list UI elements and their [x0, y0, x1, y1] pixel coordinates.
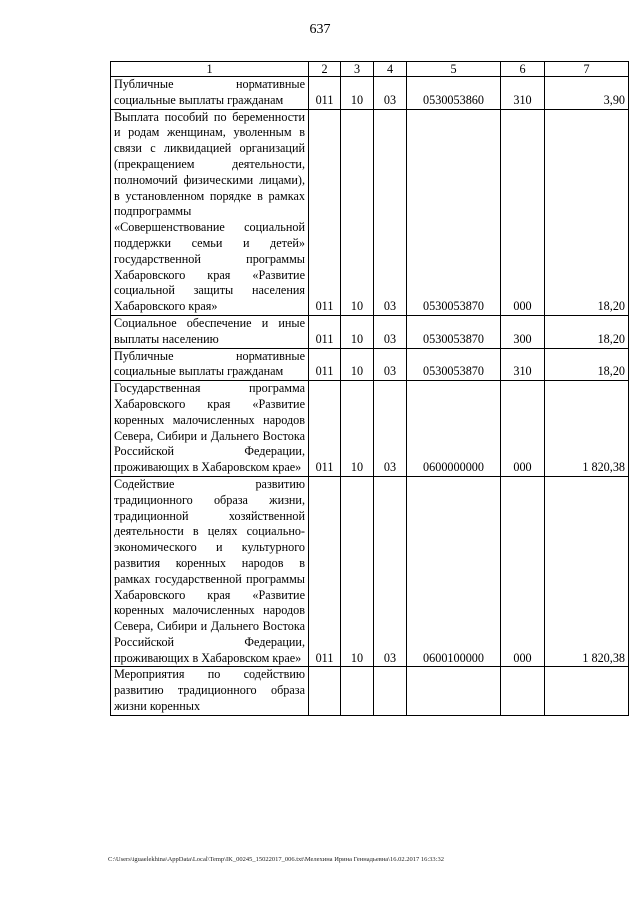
expense-type-cell: 310: [501, 77, 545, 110]
grbs-code-cell: 011: [309, 109, 341, 315]
column-header: 4: [374, 62, 407, 77]
table-row: [111, 667, 629, 715]
table-header-row: [111, 62, 629, 77]
target-article-cell: 0530053870: [407, 315, 501, 348]
amount-cell: 18,20: [545, 109, 629, 315]
target-article-cell: 0600000000: [407, 381, 501, 477]
amount-cell: 3,90: [545, 77, 629, 110]
table-row: [111, 77, 629, 110]
table-row: [111, 381, 629, 477]
subsection-code-cell: 03: [374, 381, 407, 477]
column-header: 3: [341, 62, 374, 77]
section-code-cell: 10: [341, 77, 374, 110]
grbs-code-cell: 011: [309, 348, 341, 381]
amount-cell: 1 820,38: [545, 381, 629, 477]
table-row: [111, 348, 629, 381]
target-article-cell: [407, 667, 501, 715]
subsection-code-cell: 03: [374, 109, 407, 315]
target-article-cell: 0530053860: [407, 77, 501, 110]
table-row: [111, 476, 629, 667]
row-name-cell: Выплата пособий по беременности и родам женщинам, уволенным в связи с ликвидацией организаций (прекращением деятельности, полномочий физическими лицами), в установленном порядке в рамках подпрограммы «Совершенствование социальной поддержки семьи и детей» государственной программы Хабаровского края «Развитие социальной защиты населения Хабаровского края»: [111, 109, 309, 315]
expense-type-cell: 000: [501, 109, 545, 315]
target-article-cell: 0530053870: [407, 109, 501, 315]
column-header: 7: [545, 62, 629, 77]
target-article-cell: 0600100000: [407, 476, 501, 667]
target-article-cell: 0530053870: [407, 348, 501, 381]
file-path-footer: C:\Users\iguaelekhina\AppData\Local\Temp\IK_00245_15022017_006.txt\Мелехина Ирина Геннадьевна\16.02.2017 16:33:32: [108, 856, 444, 863]
expense-type-cell: 300: [501, 315, 545, 348]
section-code-cell: 10: [341, 315, 374, 348]
row-name-cell: Публичные нормативные социальные выплаты гражданам: [111, 77, 309, 110]
subsection-code-cell: 03: [374, 77, 407, 110]
section-code-cell: 10: [341, 109, 374, 315]
section-code-cell: 10: [341, 476, 374, 667]
row-name-cell: Содействие развитию традиционного образа жизни, традиционной хозяйственной деятельности в целях социально-экономического и культурного развития коренных народов в рамках государственной программы Хабаровского края «Развитие коренных малочисленных народов Севера, Сибири и Дальнего Востока Российской Федерации, проживающих в Хабаровском крае»: [111, 476, 309, 667]
amount-cell: 1 820,38: [545, 476, 629, 667]
amount-cell: 18,20: [545, 348, 629, 381]
subsection-code-cell: [374, 667, 407, 715]
expense-type-cell: 000: [501, 476, 545, 667]
section-code-cell: [341, 667, 374, 715]
row-name-cell: Публичные нормативные социальные выплаты гражданам: [111, 348, 309, 381]
section-code-cell: 10: [341, 348, 374, 381]
subsection-code-cell: 03: [374, 348, 407, 381]
table-row: [111, 109, 629, 315]
row-name-cell: Мероприятия по содействию развитию традиционного образа жизни коренных: [111, 667, 309, 715]
expense-type-cell: 000: [501, 381, 545, 477]
column-header: 6: [501, 62, 545, 77]
column-header: 1: [111, 62, 309, 77]
row-name-cell: Государственная программа Хабаровского края «Развитие коренных малочисленных народов Севера, Сибири и Дальнего Востока Российской Федерации, проживающих в Хабаровском крае»: [111, 381, 309, 477]
grbs-code-cell: [309, 667, 341, 715]
table-row: [111, 315, 629, 348]
grbs-code-cell: 011: [309, 476, 341, 667]
amount-cell: 18,20: [545, 315, 629, 348]
page-number: 637: [309, 22, 331, 37]
grbs-code-cell: 011: [309, 381, 341, 477]
grbs-code-cell: 011: [309, 315, 341, 348]
subsection-code-cell: 03: [374, 315, 407, 348]
grbs-code-cell: 011: [309, 77, 341, 110]
expense-type-cell: [501, 667, 545, 715]
column-header: 5: [407, 62, 501, 77]
amount-cell: [545, 667, 629, 715]
column-header: 2: [309, 62, 341, 77]
subsection-code-cell: 03: [374, 476, 407, 667]
row-name-cell: Социальное обеспечение и иные выплаты населению: [111, 315, 309, 348]
budget-table: [110, 61, 629, 716]
expense-type-cell: 310: [501, 348, 545, 381]
section-code-cell: 10: [341, 381, 374, 477]
